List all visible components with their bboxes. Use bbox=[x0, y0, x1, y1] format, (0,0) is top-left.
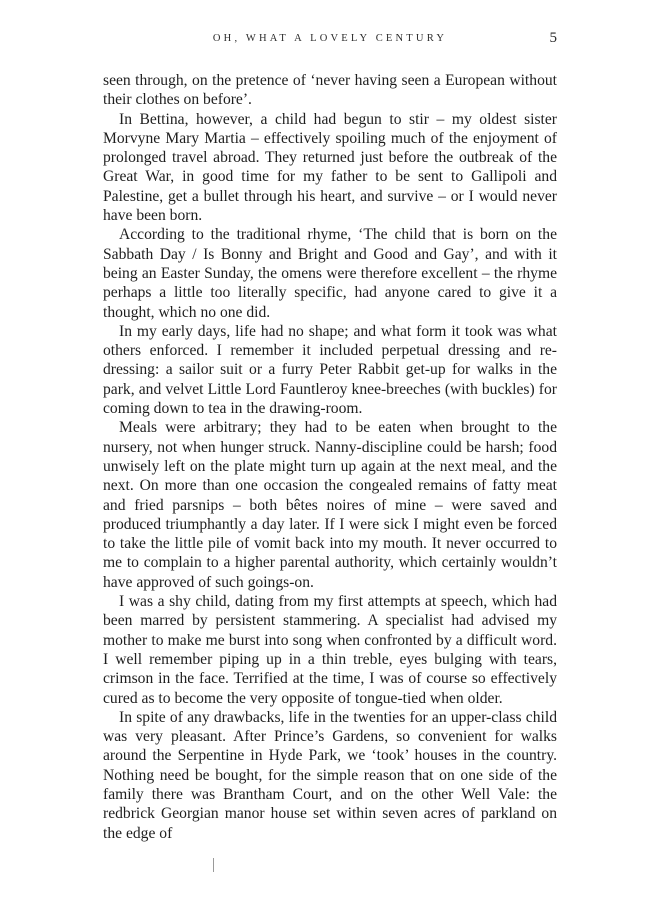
paragraph: I was a shy child, dating from my first attempts at speech, which had been marred by persistent stammering. A specialist had advised my mother to make me burst into song when confronted by a difficult word. I well remember piping up in a thin treble, eyes bulging with tears, crimson in the face. Terrified at the time, I was of course so effectively cured as to become the very opposite of tongue-tied when older. bbox=[103, 593, 557, 707]
paragraph: In spite of any drawbacks, life in the twenties for an upper-class child was very pleasant. After Prince’s Gardens, so convenient for walks around the Serpentine in Hyde Park, we ‘took’ houses in the country. Nothing need be bought, for the simple reason that on one side of the family there was Brantham Court, and on the other Well Vale: the redbrick Georgian manor house set within seven acres of parkland on the edge of bbox=[103, 708, 557, 842]
paragraph: Meals were arbitrary; they had to be eaten when brought to the nursery, not when hunger struck. Nanny-discipline could be harsh; food unwisely left on the plate might turn up again at the next meal, and the next. On more than one occasion the congealed remains of fatty meat and fried parsnips – both bêtes noires of mine – were saved and produced triumphantly a day later. If I were sick I might even be forced to take the little pile of vomit back into my mouth. It never occurred to me to complain to a higher parental authority, which certainly wouldn’t have approved of such goings-on. bbox=[103, 419, 557, 591]
paragraph: According to the traditional rhyme, ‘The child that is born on the Sabbath Day / Is Bonny and Bright and Good and Gay’, and with it being an Easter Sunday, the omens were therefore excellent – the rhyme perhaps a little too literally specific, had anyone cared to give it a thought, which no one did. bbox=[103, 226, 557, 321]
paragraph: In my early days, life had no shape; and what form it took was what others enforced. I remember it included perpetual dressing and re-dressing: a sailor suit or a furry Peter Rabbit get-up for walks in the park, and velvet Little Lord Fauntleroy knee-breeches (with buckles) for coming down to tea in the drawing-room. bbox=[103, 322, 557, 418]
running-title: OH, WHAT A LOVELY CENTURY bbox=[212, 33, 448, 44]
body-text bbox=[103, 71, 557, 843]
paragraph-continued: seen through, on the pretence of ‘never having seen a European without their clothes on before’. bbox=[103, 72, 557, 109]
gutter-mark bbox=[213, 858, 214, 872]
paragraph: In Bettina, however, a child had begun to stir – my oldest sister Morvyne Mary Martia – effectively spoiling much of the enjoyment of prolonged travel abroad. They returned just before the outbreak of the Great War, in good time for my father to be sent to Gallipoli and Palestine, get a bullet through his heart, and survive – or I would never have been born. bbox=[103, 110, 557, 225]
page-number: 5 bbox=[549, 30, 557, 46]
running-head bbox=[103, 30, 557, 50]
